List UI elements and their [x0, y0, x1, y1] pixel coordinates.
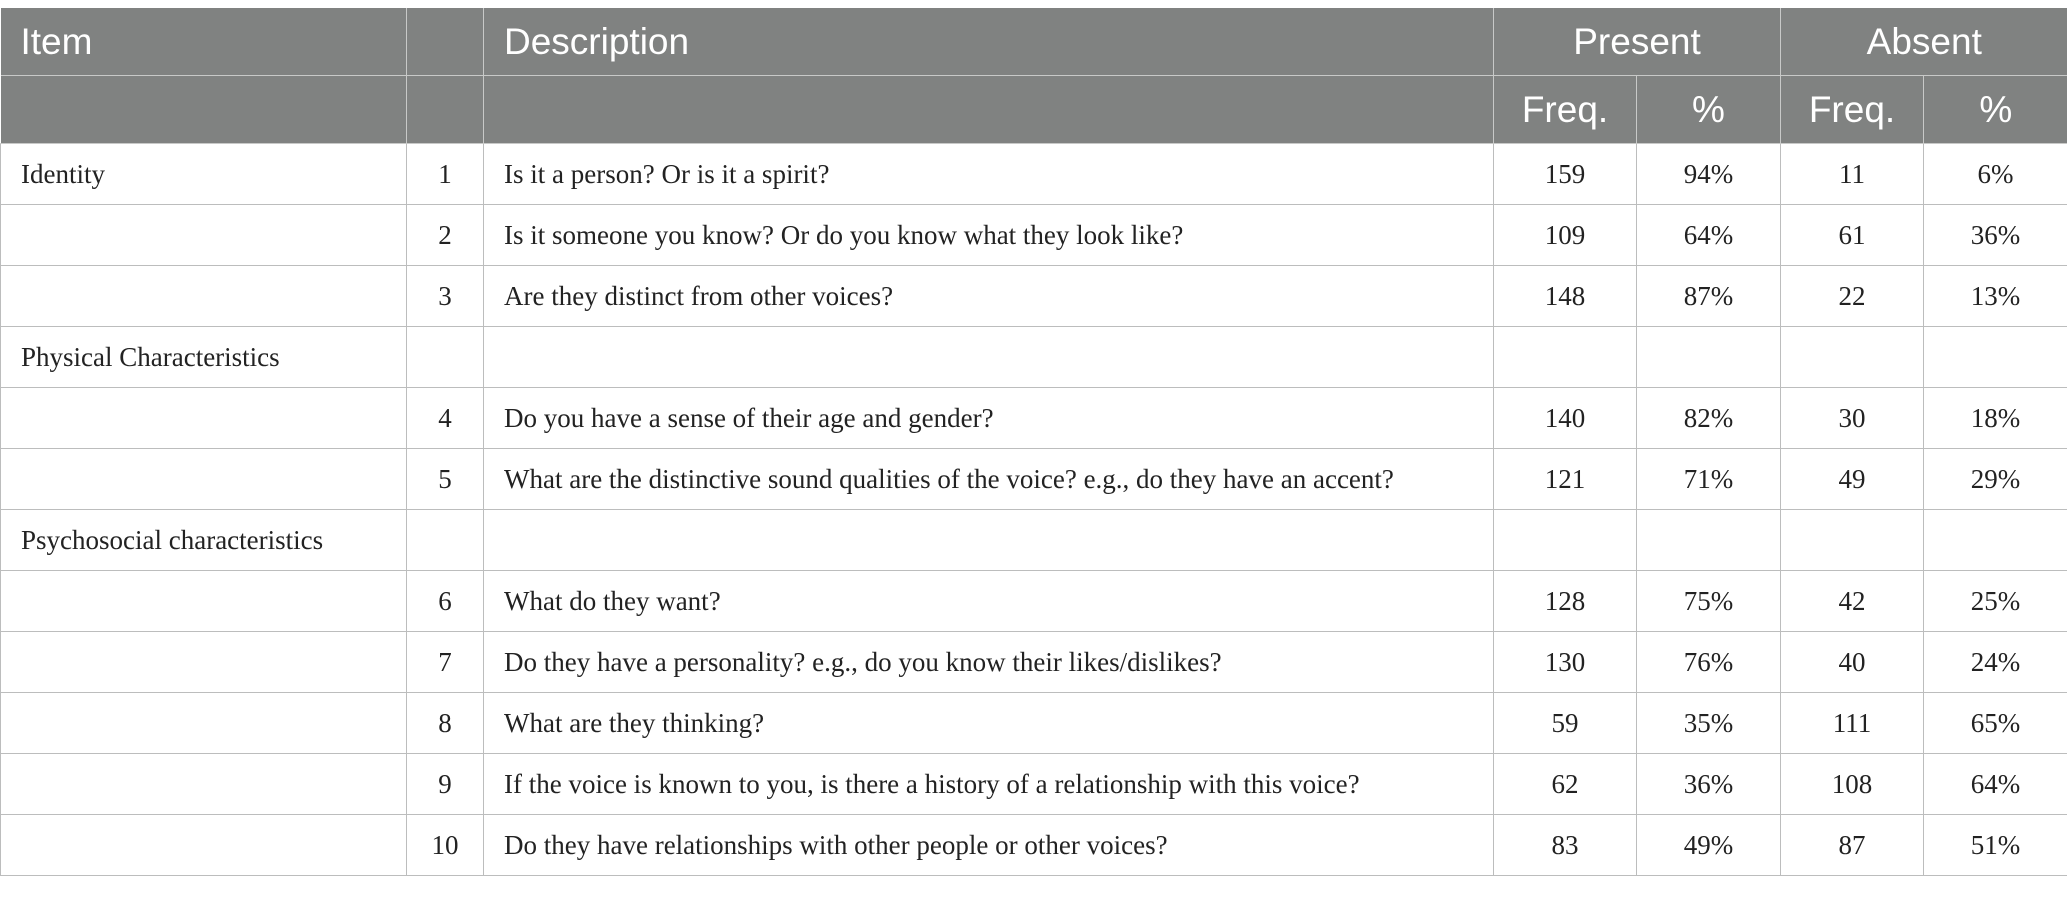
header-number: [407, 8, 484, 76]
cell-description: Do they have relationships with other people or other voices?: [484, 815, 1494, 876]
cell-present-freq: 121: [1494, 449, 1637, 510]
cell-absent-freq: 49: [1781, 449, 1924, 510]
cell-absent-freq: 42: [1781, 571, 1924, 632]
table-row: [1, 815, 2067, 876]
cell-item: Identity: [1, 144, 407, 205]
cell-number: 4: [407, 388, 484, 449]
cell-present-percent: 49%: [1637, 815, 1781, 876]
cell-absent-freq: 87: [1781, 815, 1924, 876]
cell-present-freq: 59: [1494, 693, 1637, 754]
cell-present-percent: 75%: [1637, 571, 1781, 632]
cell-absent-freq: 22: [1781, 266, 1924, 327]
cell-number: 7: [407, 632, 484, 693]
cell-absent-freq: 108: [1781, 754, 1924, 815]
cell-item: [1, 571, 407, 632]
cell-description: What are they thinking?: [484, 693, 1494, 754]
cell-number: 5: [407, 449, 484, 510]
cell-number: 8: [407, 693, 484, 754]
header-item-blank: [1, 76, 407, 144]
cell-absent-percent: 24%: [1924, 632, 2067, 693]
header-row-2: [1, 76, 2067, 144]
cell-absent-percent: 36%: [1924, 205, 2067, 266]
table-container: [0, 8, 2067, 876]
cell-item: [1, 449, 407, 510]
header-row-1: [1, 8, 2067, 76]
cell-absent-freq: 111: [1781, 693, 1924, 754]
cell-present-percent: [1637, 510, 1781, 571]
table-row: [1, 266, 2067, 327]
cell-present-freq: 140: [1494, 388, 1637, 449]
table-row: [1, 205, 2067, 266]
table-row: [1, 144, 2067, 205]
cell-absent-freq: [1781, 327, 1924, 388]
header-absent-freq: Freq.: [1781, 76, 1924, 144]
cell-present-percent: [1637, 327, 1781, 388]
cell-present-percent: 64%: [1637, 205, 1781, 266]
cell-absent-percent: 65%: [1924, 693, 2067, 754]
cell-absent-percent: 25%: [1924, 571, 2067, 632]
header-present-percent: %: [1637, 76, 1781, 144]
cell-description: If the voice is known to you, is there a history of a relationship with this voice?: [484, 754, 1494, 815]
cell-present-freq: 62: [1494, 754, 1637, 815]
cell-present-percent: 71%: [1637, 449, 1781, 510]
voice-characteristics-table: [0, 8, 2067, 876]
cell-item: Psychosocial characteristics: [1, 510, 407, 571]
header-item: Item: [1, 8, 407, 76]
cell-item: Physical Characteristics: [1, 327, 407, 388]
header-absent: Absent: [1781, 8, 2067, 76]
cell-present-freq: 148: [1494, 266, 1637, 327]
table-header: [1, 8, 2067, 144]
cell-absent-freq: 40: [1781, 632, 1924, 693]
cell-item: [1, 388, 407, 449]
table-row: [1, 571, 2067, 632]
cell-present-percent: 94%: [1637, 144, 1781, 205]
cell-absent-percent: 6%: [1924, 144, 2067, 205]
cell-present-freq: 109: [1494, 205, 1637, 266]
header-present-freq: Freq.: [1494, 76, 1637, 144]
cell-present-percent: 35%: [1637, 693, 1781, 754]
cell-description: Is it someone you know? Or do you know what they look like?: [484, 205, 1494, 266]
cell-present-freq: 130: [1494, 632, 1637, 693]
cell-absent-percent: [1924, 510, 2067, 571]
cell-description: [484, 510, 1494, 571]
cell-description: What are the distinctive sound qualities of the voice? e.g., do they have an accent?: [484, 449, 1494, 510]
cell-description: [484, 327, 1494, 388]
cell-number: 1: [407, 144, 484, 205]
table-row: [1, 388, 2067, 449]
header-description-blank: [484, 76, 1494, 144]
cell-description: Do you have a sense of their age and gender?: [484, 388, 1494, 449]
cell-present-freq: [1494, 327, 1637, 388]
table-row: [1, 327, 2067, 388]
cell-absent-percent: 51%: [1924, 815, 2067, 876]
cell-description: What do they want?: [484, 571, 1494, 632]
table-row: [1, 510, 2067, 571]
cell-number: 2: [407, 205, 484, 266]
table-row: [1, 449, 2067, 510]
cell-absent-percent: 18%: [1924, 388, 2067, 449]
cell-absent-freq: [1781, 510, 1924, 571]
cell-item: [1, 205, 407, 266]
cell-item: [1, 693, 407, 754]
cell-absent-percent: 29%: [1924, 449, 2067, 510]
cell-number: 6: [407, 571, 484, 632]
table-row: [1, 693, 2067, 754]
cell-absent-freq: 30: [1781, 388, 1924, 449]
cell-present-freq: [1494, 510, 1637, 571]
cell-number: 3: [407, 266, 484, 327]
cell-present-freq: 128: [1494, 571, 1637, 632]
cell-item: [1, 632, 407, 693]
cell-item: [1, 266, 407, 327]
cell-absent-freq: 61: [1781, 205, 1924, 266]
cell-present-percent: 36%: [1637, 754, 1781, 815]
cell-present-percent: 87%: [1637, 266, 1781, 327]
cell-description: Are they distinct from other voices?: [484, 266, 1494, 327]
cell-present-freq: 159: [1494, 144, 1637, 205]
cell-number: [407, 510, 484, 571]
cell-absent-freq: 11: [1781, 144, 1924, 205]
header-description: Description: [484, 8, 1494, 76]
table-row: [1, 632, 2067, 693]
cell-present-percent: 76%: [1637, 632, 1781, 693]
cell-absent-percent: 13%: [1924, 266, 2067, 327]
header-absent-percent: %: [1924, 76, 2067, 144]
cell-number: 10: [407, 815, 484, 876]
cell-number: [407, 327, 484, 388]
table-body: [1, 144, 2067, 876]
cell-number: 9: [407, 754, 484, 815]
cell-item: [1, 815, 407, 876]
table-row: [1, 754, 2067, 815]
header-number-blank: [407, 76, 484, 144]
cell-present-freq: 83: [1494, 815, 1637, 876]
header-present: Present: [1494, 8, 1781, 76]
cell-absent-percent: 64%: [1924, 754, 2067, 815]
cell-item: [1, 754, 407, 815]
cell-absent-percent: [1924, 327, 2067, 388]
cell-present-percent: 82%: [1637, 388, 1781, 449]
cell-description: Do they have a personality? e.g., do you know their likes/dislikes?: [484, 632, 1494, 693]
cell-description: Is it a person? Or is it a spirit?: [484, 144, 1494, 205]
